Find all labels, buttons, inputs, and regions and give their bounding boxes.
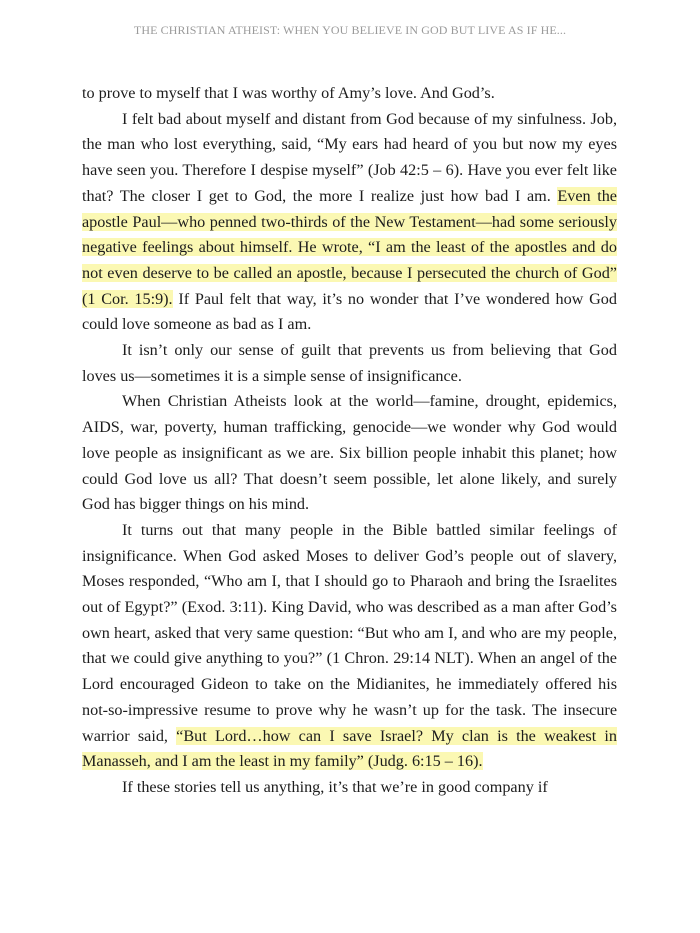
paragraph-2 — [82, 107, 617, 338]
highlighted-passage-gideon[interactable]: “But Lord…how can I save Israel? My clan is the weakest in Manasseh, and I am the least in my family” (Judg. 6:15 – 16). — [82, 726, 617, 771]
paragraph-5 — [82, 518, 617, 775]
page-body-text — [82, 81, 617, 801]
paragraph-1 — [82, 81, 617, 107]
paragraph-2-text-before: I felt bad about myself and distant from God because of my sinfulness. Job, the man who lost everything, said, “My ears had heard of you but now my eyes have seen you. Therefore I despise myself” (Job 42:5 – 6). Have you ever felt like that? The closer I get to God, the more I realize just how bad I am. — [82, 109, 617, 205]
highlighted-passage-paul[interactable]: Even the apostle Paul—who penned two-thirds of the New Testament—had some seriously negative feelings about himself. He wrote, “I am the least of the apostles and do not even deserve to be called an apostle, because I persecuted the church of God” (1 Cor. 15:9). — [82, 186, 617, 308]
paragraph-3-text: It isn’t only our sense of guilt that prevents us from believing that God loves us—sometimes it is a simple sense of insignificance. — [82, 341, 617, 385]
paragraph-2-text-after: If Paul felt that way, it’s no wonder that I’ve wondered how God could love someone as bad as I am. — [82, 289, 617, 334]
paragraph-1-text: to prove to myself that I was worthy of Amy’s love. And God’s. — [82, 84, 495, 102]
paragraph-3 — [82, 338, 617, 389]
paragraph-5-text-before: It turns out that many people in the Bible battled similar feelings of insignificance. When God asked Moses to deliver God’s people out of slavery, Moses responded, “Who am I, that I should go to Pharaoh and bring the Israelites out of Egypt?” (Exod. 3:11). King David, who was described as a man after God’s own heart, asked that very same question: “But who am I, and who are my people, that we could give anything to you?” (1 Chron. 29:14 NLT). When an angel of the Lord encouraged Gideon to take on the Midianites, he immediately offered his not-so-impressive resume to prove why he wasn’t up for the task. The insecure warrior said, — [82, 520, 617, 745]
paragraph-4 — [82, 389, 617, 518]
running-header: THE CHRISTIAN ATHEIST: WHEN YOU BELIEVE IN GOD BUT LIVE AS IF HE... — [133, 23, 567, 37]
paragraph-6-text: If these stories tell us anything, it’s that we’re in good company if — [122, 777, 548, 796]
paragraph-6 — [82, 775, 617, 801]
paragraph-4-text: When Christian Atheists look at the world—famine, drought, epidemics, AIDS, war, poverty, human trafficking, genocide—we wonder why God would love people as insignificant as we are. Six billion people inhabit this planet; how could God love us all? That doesn’t seem possible, let alone likely, and surely God has bigger things on his mind. — [82, 392, 617, 514]
